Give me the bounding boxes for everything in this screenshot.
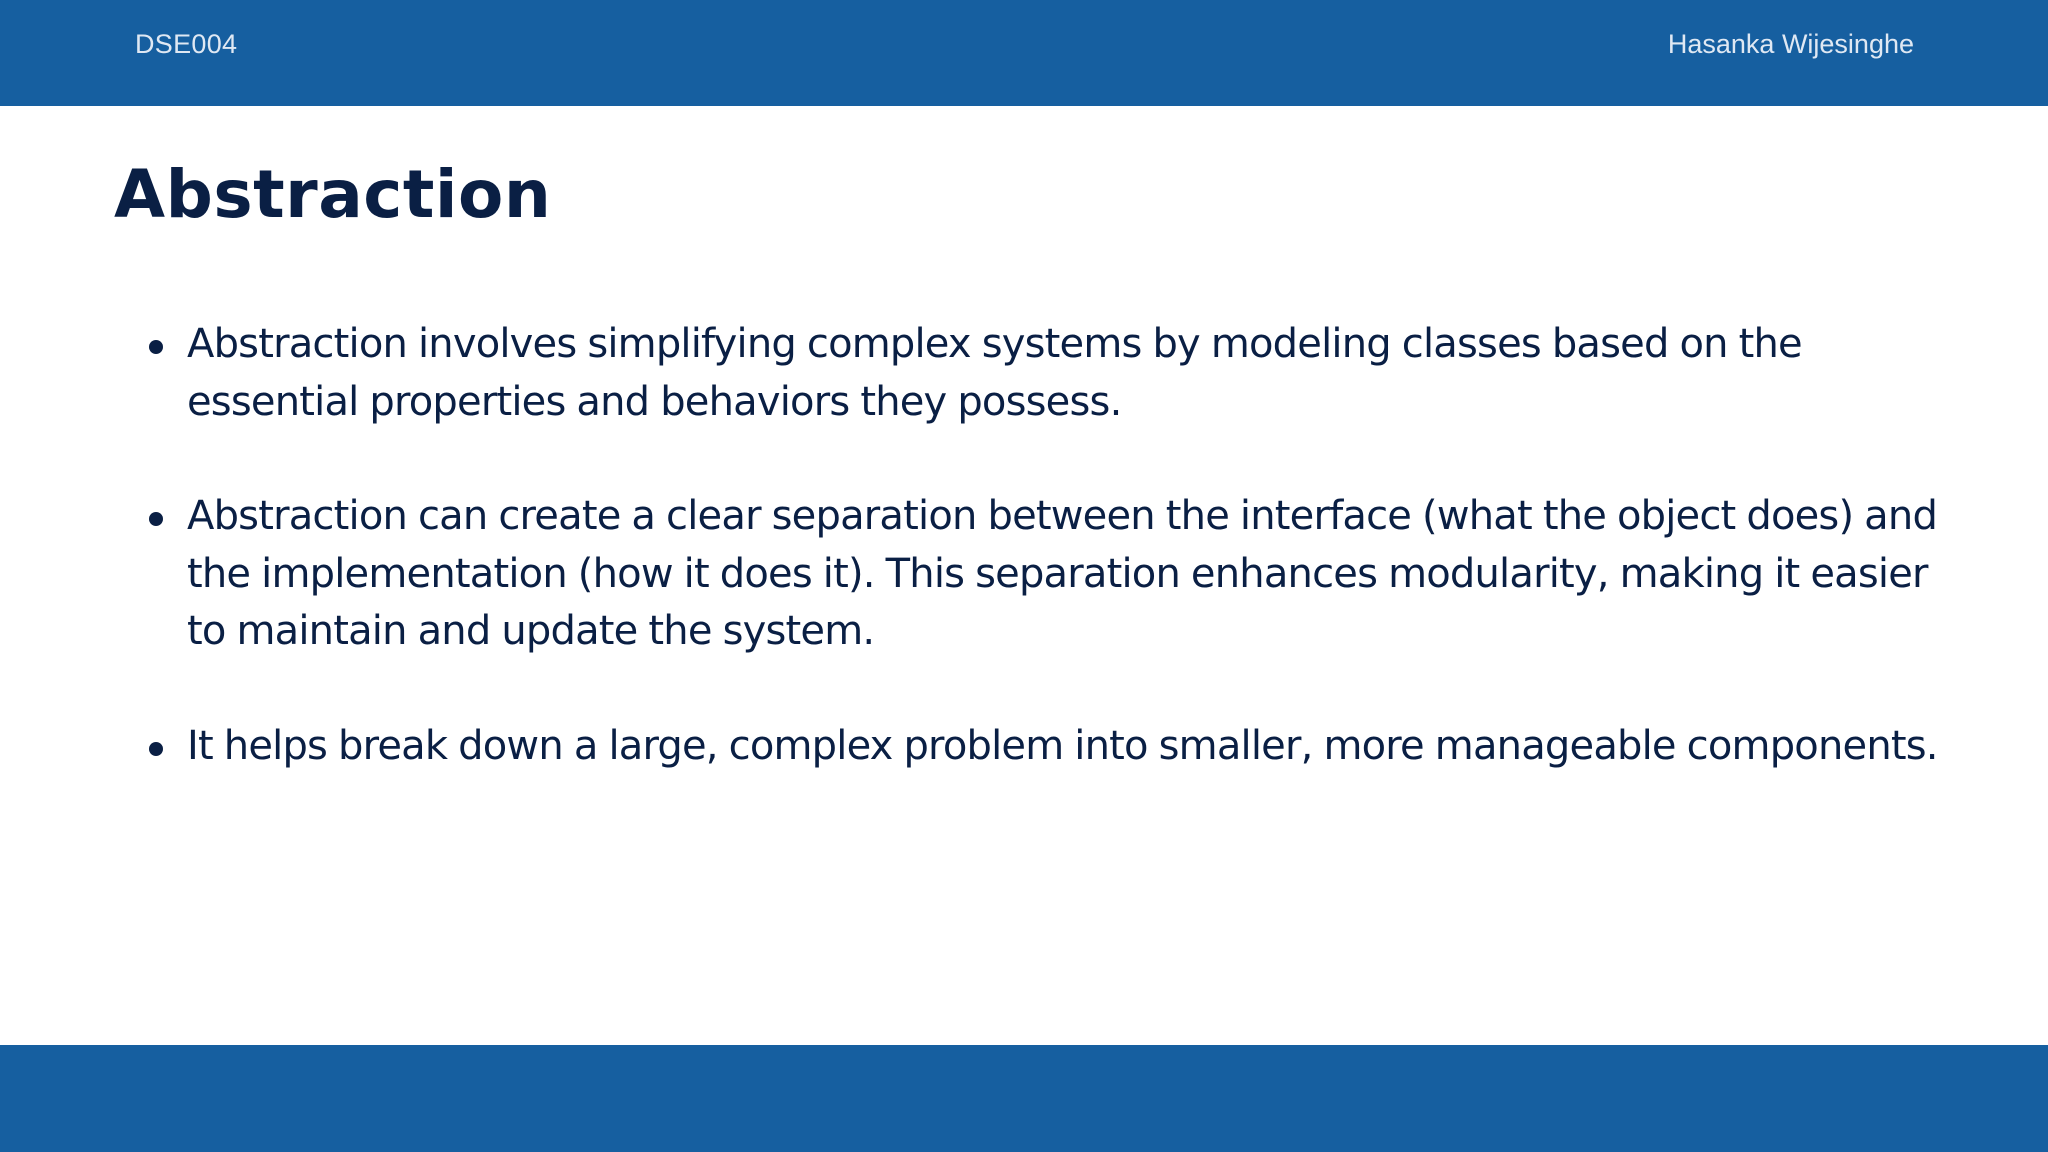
bullet-list <box>147 316 1957 832</box>
slide-title: Abstraction <box>114 156 552 233</box>
course-code: DSE004 <box>135 29 238 59</box>
bullet-dot-icon <box>149 340 163 354</box>
author-name: Hasanka Wijesinghe <box>1667 29 1914 59</box>
header-bar <box>0 0 2048 106</box>
bullet-text: It helps break down a large, complex problem into smaller, more manageable components. <box>187 722 1938 769</box>
bullet-item <box>147 316 1957 431</box>
footer-bar <box>0 1045 2048 1152</box>
bullet-text: Abstraction involves simplifying complex systems by modeling classes based on the essential properties and behaviors they possess. <box>187 321 1802 425</box>
bullet-dot-icon <box>149 742 163 756</box>
bullet-text: Abstraction can create a clear separation between the interface (what the object does) and the implementation (how it does it). This separation enhances modularity, making it easier to maintain and update the system. <box>187 493 1938 654</box>
bullet-item <box>147 718 1957 776</box>
bullet-item <box>147 488 1957 661</box>
bullet-dot-icon <box>149 512 163 526</box>
